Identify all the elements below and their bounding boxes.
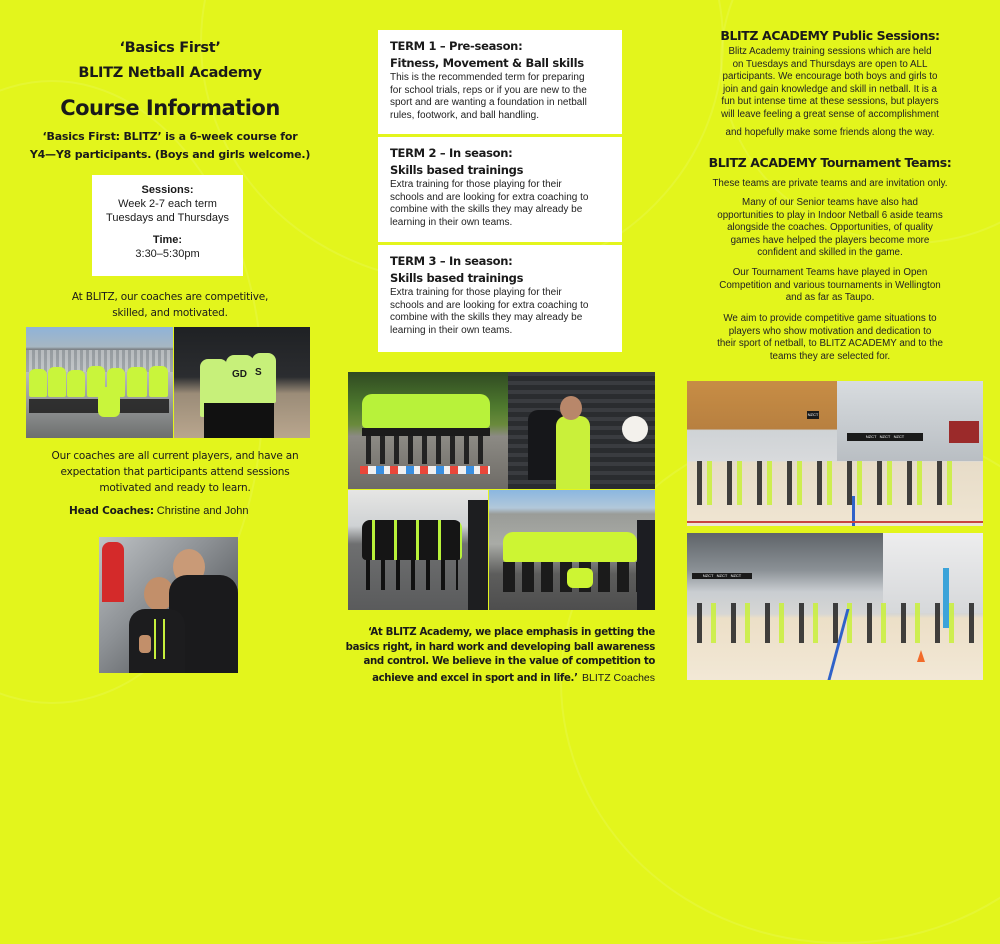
senior-teams-line: alongside the coaches. Opportunities, of quality: [727, 222, 933, 234]
course-intro-line2: Y4—Y8 participants. (Boys and girls welcome.): [29, 148, 311, 161]
players-legs: [366, 560, 458, 590]
sessions-box: [92, 175, 243, 276]
coaches-expectation-line3: motivated and ready to learn.: [99, 482, 251, 494]
bib-player: [226, 355, 254, 407]
bib-label: S: [255, 367, 262, 378]
term-3-desc-line: Extra training for those playing for their: [390, 287, 562, 298]
venue-banner: NZCT NZCT NZCT: [692, 573, 752, 579]
term-2-desc-line: Extra training for those playing for their: [390, 179, 562, 190]
coach-hoodie: [129, 609, 185, 673]
term-1-subtitle: Fitness, Movement & Ball skills: [390, 56, 584, 70]
term-1-title: TERM 1 – Pre-season:: [390, 39, 523, 53]
aim-line: teams they are selected for.: [769, 350, 891, 362]
hall-curtain: [883, 533, 983, 613]
kneeling-player: [98, 387, 120, 417]
tournament-line: Competition and various tournaments in Wellington: [719, 279, 941, 291]
netball-icon: [622, 416, 648, 442]
hoodie-string: [154, 619, 156, 659]
senior-teams-line: opportunities to play in Indoor Netball 6 aside teams: [717, 209, 943, 221]
public-sessions-text: [680, 46, 980, 139]
sessions-days: Tuesdays and Thursdays: [106, 212, 229, 224]
public-sessions-line: join and gain knowledge and skill in netball. It is a: [722, 83, 938, 95]
coaches-quote: [340, 626, 655, 688]
team-outdoor-photo: [489, 490, 655, 610]
quote-line: achieve and excel in sport and in life.’: [372, 672, 578, 684]
venue-banner: NZCT NZCT NZCT: [847, 433, 923, 441]
term-1-card: [378, 30, 622, 134]
term-2-desc-line: combine with the skills they may already be: [390, 204, 583, 216]
public-sessions-line: participants. We encourage both boys and girls to: [722, 71, 938, 83]
kneeling-player: [567, 568, 593, 588]
quote-line: basics right, in hard work and developing ball awareness: [345, 641, 655, 653]
senior-teams-line: confident and skilled in the game.: [757, 247, 903, 259]
head-coaches-label: Head Coaches:: [69, 505, 154, 517]
players: [697, 603, 977, 643]
quote-author: BLITZ Coaches: [582, 671, 655, 684]
term-1-desc-line: rules, footwork, and ball handling.: [390, 109, 539, 121]
tournament-line: Our Tournament Teams have played in Open: [732, 267, 928, 278]
public-sessions-line: fun but intense time at these sessions, but players: [721, 96, 939, 108]
quote-line: and control. We believe in the value of competition to: [363, 656, 655, 667]
player-face: [560, 396, 582, 420]
hoodie-string: [163, 619, 165, 659]
venue-sign: NZCT: [807, 412, 819, 417]
term-2-subtitle: Skills based trainings: [390, 163, 524, 177]
course-information-heading: Course Information: [60, 96, 280, 120]
public-sessions-line: Blitz Academy training sessions which are held: [728, 46, 932, 57]
player-bib: [556, 416, 590, 489]
term-2-title: TERM 2 – In season:: [390, 146, 513, 160]
team-walking-photo: [348, 490, 488, 610]
coaches-statement-line2: skilled, and motivated.: [112, 307, 228, 319]
shorts: [204, 403, 274, 438]
players-shirts: [503, 532, 637, 562]
players-uniforms: [362, 520, 462, 560]
term-2-desc-line: schools and are looking for extra coaching to: [390, 191, 589, 203]
tournament-teams-heading: BLITZ ACADEMY Tournament Teams:: [708, 155, 952, 170]
team-sitting-photo: [348, 372, 508, 489]
term-3-desc-line: combine with the skills they may already be: [390, 312, 583, 324]
senior-teams-text: [680, 197, 980, 260]
public-sessions-heading: BLITZ ACADEMY Public Sessions:: [720, 28, 940, 43]
thumbs-up: [139, 635, 151, 653]
term-3-title: TERM 3 – In season:: [390, 254, 513, 268]
term-3-desc-line: learning in their own teams.: [390, 324, 513, 336]
sessions-label: Sessions:: [141, 184, 194, 196]
term-1-desc-line: This is the recommended term for preparing: [390, 72, 585, 83]
tournament-text: [680, 267, 980, 305]
brochure-title-line1: ‘Basics First’: [119, 40, 221, 56]
red-wall: [949, 421, 979, 443]
course-intro-line1: ‘Basics First: BLITZ’ is a 6-week course for: [42, 130, 298, 143]
term-1-desc-line: for school trials, reps or if you are new to the: [390, 84, 587, 96]
term-2-card: [378, 137, 622, 242]
term-3-subtitle: Skills based trainings: [390, 271, 524, 285]
sessions-weeks: Week 2-7 each term: [118, 198, 217, 210]
term-3-card: [378, 245, 622, 352]
coaches-statement-line1: At BLITZ, our coaches are competitive,: [71, 291, 269, 303]
head-coaches-photo: [99, 537, 238, 673]
private-teams-line: These teams are private teams and are invitation only.: [712, 178, 948, 189]
time-label: Time:: [152, 234, 183, 246]
public-sessions-line: and hopefully make some friends along the way.: [725, 126, 935, 138]
term-1-desc-line: sport and are wanting a foundation in netball: [390, 97, 587, 109]
aim-line: their sport of netball, to BLITZ ACADEMY and to the: [717, 338, 943, 350]
bystander: [468, 500, 488, 610]
senior-teams-line: games have helped the players become more: [730, 234, 930, 246]
indoor-court-photo-2: [687, 533, 983, 680]
coaches-expectation-line1: Our coaches are all current players, and have an: [51, 450, 299, 462]
public-sessions-line: on Tuesdays and Thursdays are open to ALL: [732, 58, 928, 70]
players-shoes: [360, 466, 490, 474]
players-shorts: [362, 428, 490, 436]
cone-icon: [917, 650, 925, 662]
coaches-expectation-line2: expectation that participants attend sessions: [60, 466, 290, 478]
players-legs: [366, 436, 486, 464]
public-sessions-line: will leave feeling a great sense of accomplishment: [721, 108, 939, 120]
quote-line: ‘At BLITZ Academy, we place emphasis in getting the: [368, 627, 655, 638]
court-line-red: [687, 521, 983, 523]
brochure-title-line2: BLITZ Netball Academy: [78, 65, 262, 81]
tournament-line: and as far as Taupo.: [785, 292, 875, 304]
aim-text: [680, 313, 980, 363]
aim-line: players who show motivation and dedication to: [728, 325, 932, 337]
coach: [637, 520, 655, 610]
bib-player: [252, 353, 276, 403]
players-shirts: [362, 394, 490, 428]
indoor-court-photo-1: [687, 381, 983, 526]
head-coaches: [69, 505, 289, 517]
players: [697, 461, 957, 505]
term-2-desc-line: learning in their own teams.: [390, 216, 513, 228]
bib-label: GD: [232, 369, 247, 380]
bystander: [102, 542, 124, 602]
aim-line: We aim to provide competitive game situations to: [723, 313, 937, 324]
term-3-desc-line: schools and are looking for extra coaching to: [390, 299, 589, 311]
team-photo-outdoor: [26, 327, 173, 438]
players-bibs-photo: [174, 327, 310, 438]
catching-ball-photo: [508, 372, 655, 489]
senior-teams-line: Many of our Senior teams have also had: [742, 197, 918, 208]
head-coaches-names: Christine and John: [156, 505, 249, 517]
time-value: 3:30–5:30pm: [135, 248, 200, 260]
